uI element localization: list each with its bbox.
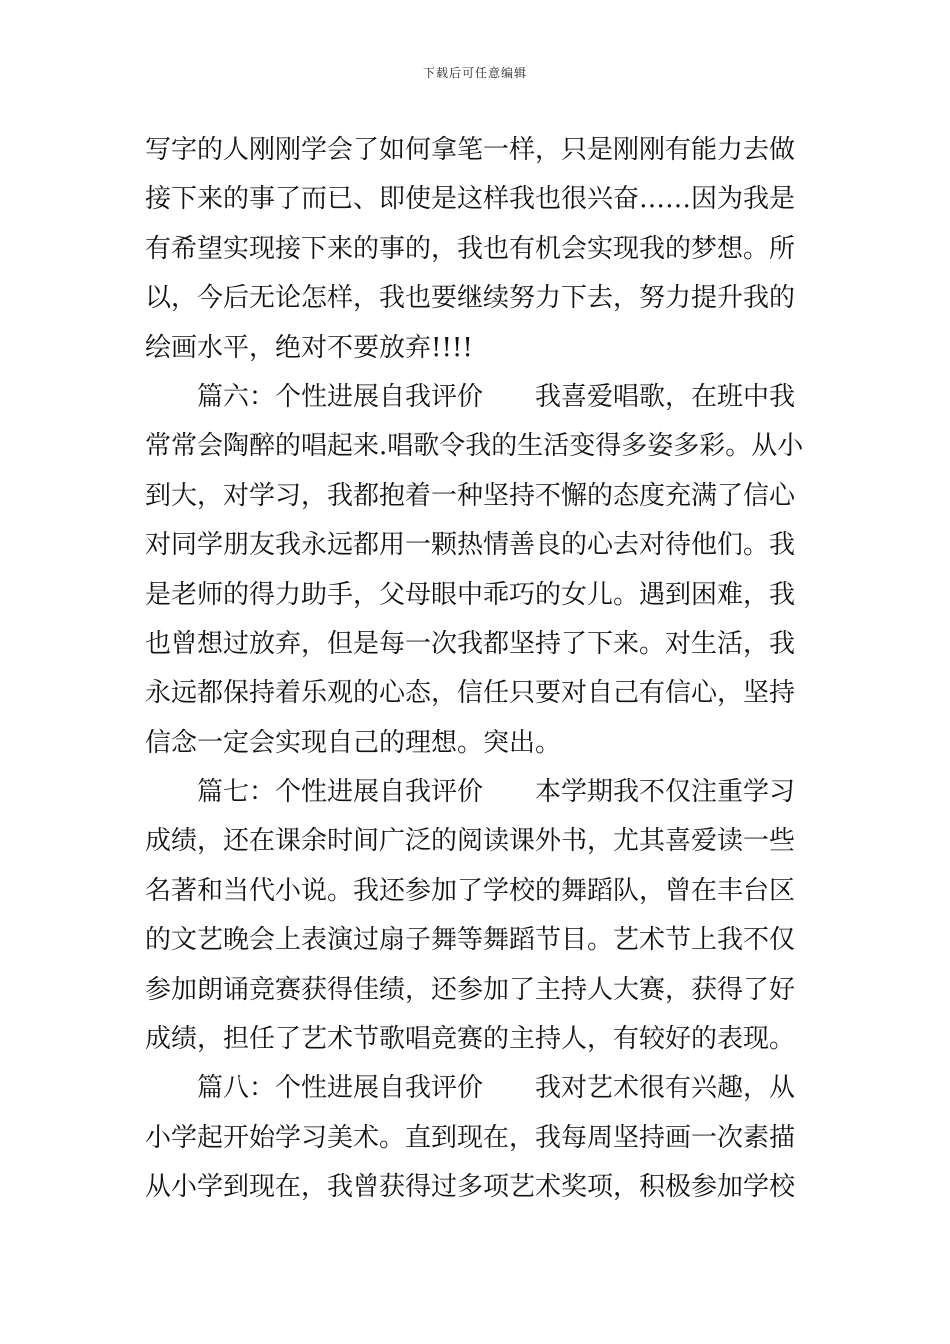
text-line-19: 成绩，担任了艺术节歌唱竞赛的主持人，有较好的表现。 (145, 1024, 796, 1055)
text-line-16: 名著和当代小说。我还参加了学校的舞蹈队，曾在丰台区 (145, 875, 796, 906)
document-body (145, 126, 805, 1213)
text-line-21: 小学起开始学习美术。直到现在，我每周坚持画一次素描 (145, 1122, 796, 1153)
text-line-17: 的文艺晚会上表演过扇子舞等舞蹈节目。艺术节上我不仅 (145, 925, 796, 956)
text-line-2: 接下来的事了而已、即使是这样我也很兴奋……因为我是 (145, 184, 796, 215)
text-line-10: 是老师的得力助手，父母眼中乖巧的女儿。遇到困难，我 (145, 579, 796, 610)
text-line-3: 有希望实现接下来的事的，我也有机会实现我的梦想。所 (145, 233, 796, 264)
section-6-first-line: 篇六：个性进展自我评价 我喜爱唱歌，在班中我 (145, 381, 796, 412)
text-line-5: 绘画水平，绝对不要放弃!!!! (145, 332, 473, 363)
text-line-22: 从小学到现在，我曾获得过多项艺术奖项，积极参加学校 (145, 1172, 796, 1203)
text-line-8: 到大，对学习，我都抱着一种坚持不懈的态度充满了信心 (145, 480, 796, 511)
text-line-18: 参加朗诵竞赛获得佳绩，还参加了主持人大赛，获得了好 (145, 974, 796, 1005)
text-line-7: 常常会陶醉的唱起来.唱歌令我的生活变得多姿多彩。从小 (145, 431, 804, 462)
text-line-12: 永远都保持着乐观的心态，信任只要对自己有信心，坚持 (145, 678, 796, 709)
text-line-11: 也曾想过放弃，但是每一次我都坚持了下来。对生活，我 (145, 628, 796, 659)
section-8-first-line: 篇八：个性进展自我评价 我对艺术很有兴趣，从 (145, 1073, 796, 1104)
page-header-note: 下载后可任意编辑 (422, 66, 527, 80)
text-line-1: 写字的人刚刚学会了如何拿笔一样，只是刚刚有能力去做 (145, 135, 796, 165)
text-line-15: 成绩，还在课余时间广泛的阅读课外书，尤其喜爱读一些 (145, 826, 796, 857)
text-line-13: 信念一定会实现自己的理想。突出。 (145, 727, 562, 758)
text-line-9: 对同学朋友我永远都用一颗热情善良的心去对待他们。我 (145, 530, 796, 561)
text-line-4: 以，今后无论怎样，我也要继续努力下去，努力提升我的 (145, 283, 796, 314)
section-7-first-line: 篇七：个性进展自我评价 本学期我不仅注重学习 (145, 777, 796, 808)
